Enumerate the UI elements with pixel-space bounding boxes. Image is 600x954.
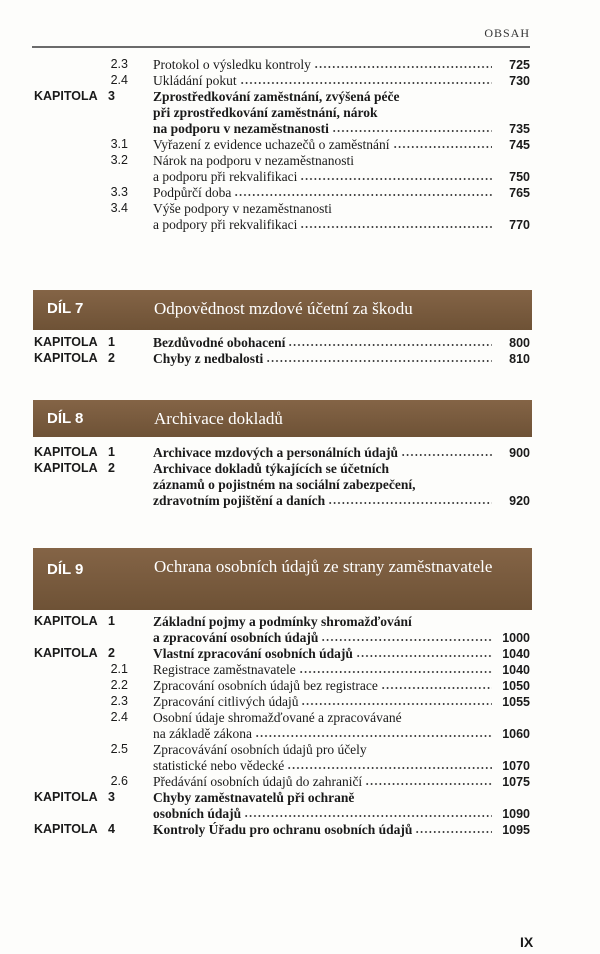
page-ref[interactable]: 800 bbox=[509, 336, 530, 350]
title-line bbox=[153, 662, 530, 678]
title-line bbox=[153, 201, 530, 217]
title-line bbox=[153, 477, 530, 493]
entry-number: 3 bbox=[108, 89, 115, 103]
title-text: Osobní údaje shromažďované a zpracovávané bbox=[153, 710, 402, 725]
title-text: Ukládání pokut bbox=[153, 73, 237, 88]
chapter-label: KAPITOLA bbox=[34, 790, 98, 804]
entry-number: 3.1 bbox=[110, 137, 128, 151]
chapter-label bbox=[34, 742, 108, 774]
title-line bbox=[153, 217, 530, 233]
entry-title bbox=[153, 461, 530, 509]
entry-title bbox=[153, 89, 530, 137]
title-text: Výše podpory v nezaměstnanosti bbox=[153, 201, 332, 216]
subchapter-entry[interactable] bbox=[34, 73, 530, 89]
dot-leader bbox=[234, 193, 492, 197]
entry-title bbox=[153, 790, 530, 822]
entry-number: 2.6 bbox=[110, 774, 128, 788]
subchapter-entry[interactable] bbox=[34, 694, 530, 710]
dot-leader bbox=[266, 359, 492, 363]
page-ref[interactable]: 1000 bbox=[502, 631, 530, 645]
entry-title bbox=[153, 822, 530, 838]
title-line bbox=[153, 89, 530, 105]
dot-leader bbox=[299, 670, 492, 674]
title-line bbox=[153, 57, 530, 73]
entry-number: 2 bbox=[108, 351, 115, 365]
title-line bbox=[153, 710, 530, 726]
chapter-label: KAPITOLA bbox=[34, 822, 98, 836]
dot-leader bbox=[381, 686, 492, 690]
chapter-label bbox=[34, 678, 108, 694]
entry-title bbox=[153, 335, 530, 351]
title-line bbox=[153, 351, 530, 367]
entry-title bbox=[153, 678, 530, 694]
chapter-entry[interactable] bbox=[34, 822, 530, 838]
page-ref[interactable]: 920 bbox=[509, 494, 530, 508]
dot-leader bbox=[244, 814, 492, 818]
chapter-entry[interactable] bbox=[34, 461, 530, 509]
title-line bbox=[153, 742, 530, 758]
title-line bbox=[153, 335, 530, 351]
chapter-entry[interactable] bbox=[34, 335, 530, 351]
dot-leader bbox=[300, 177, 492, 181]
entry-title bbox=[153, 153, 530, 185]
header-rule bbox=[32, 46, 530, 48]
part-title: Odpovědnost mzdové účetní za škodu bbox=[154, 299, 413, 318]
entry-number: 2.1 bbox=[110, 662, 128, 676]
page-ref[interactable]: 1040 bbox=[502, 647, 530, 661]
page-ref[interactable]: 1075 bbox=[502, 775, 530, 789]
running-header: OBSAH bbox=[484, 26, 530, 40]
dot-leader bbox=[332, 129, 492, 133]
chapter-label bbox=[34, 710, 108, 742]
entry-number: 1 bbox=[108, 614, 115, 628]
entry-number: 2 bbox=[108, 646, 115, 660]
page-ref[interactable]: 1070 bbox=[502, 759, 530, 773]
title-line bbox=[153, 790, 530, 806]
subchapter-entry[interactable] bbox=[34, 137, 530, 153]
entry-title bbox=[153, 137, 530, 153]
part-banner bbox=[33, 290, 532, 330]
title-text: Zprostředkování zaměstnání, zvýšená péče bbox=[153, 89, 400, 104]
title-text: Bezdůvodné obohacení bbox=[153, 335, 286, 350]
title-line bbox=[153, 614, 530, 630]
title-line bbox=[153, 493, 530, 509]
entry-title bbox=[153, 694, 530, 710]
entry-title bbox=[153, 742, 530, 774]
entry-title bbox=[153, 662, 530, 678]
dot-leader bbox=[287, 766, 492, 770]
entry-number: 3.4 bbox=[110, 201, 128, 215]
entry-title bbox=[153, 185, 530, 201]
page-ref[interactable]: 750 bbox=[509, 170, 530, 184]
page-ref[interactable]: 765 bbox=[509, 186, 530, 200]
page-ref[interactable]: 1090 bbox=[502, 807, 530, 821]
title-text: Zpracování osobních údajů bez registrace bbox=[153, 678, 378, 693]
dot-leader bbox=[365, 782, 492, 786]
subchapter-entry[interactable] bbox=[34, 774, 530, 790]
part-banner bbox=[33, 400, 532, 437]
dot-leader bbox=[288, 343, 492, 347]
part-label: DÍL 9 bbox=[47, 561, 84, 578]
dot-leader bbox=[356, 654, 492, 658]
entry-title bbox=[153, 201, 530, 233]
part-title: Archivace dokladů bbox=[154, 409, 283, 428]
page-number: IX bbox=[520, 934, 534, 950]
chapter-label bbox=[34, 774, 108, 790]
subchapter-entry[interactable] bbox=[34, 678, 530, 694]
entry-number: 2.5 bbox=[110, 742, 128, 756]
title-line bbox=[153, 806, 530, 822]
title-line bbox=[153, 726, 530, 742]
entry-number: 1 bbox=[108, 445, 115, 459]
title-line bbox=[153, 678, 530, 694]
dot-leader bbox=[321, 638, 492, 642]
title-text: Archivace mzdových a personálních údajů bbox=[153, 445, 399, 460]
entry-number: 2.4 bbox=[110, 710, 128, 724]
toc-section bbox=[34, 57, 530, 233]
title-text: Kontroly Úřadu pro ochranu osobních údajů bbox=[153, 822, 413, 837]
entry-number: 2.3 bbox=[110, 57, 128, 71]
part-label: DÍL 7 bbox=[47, 300, 84, 317]
entry-number: 3 bbox=[108, 790, 115, 804]
subchapter-entry[interactable] bbox=[34, 662, 530, 678]
page-ref[interactable]: 745 bbox=[509, 138, 530, 152]
entry-number: 2.2 bbox=[110, 678, 128, 692]
title-line bbox=[153, 646, 530, 662]
chapter-label bbox=[34, 57, 108, 73]
entry-title bbox=[153, 614, 530, 646]
chapter-label: KAPITOLA bbox=[34, 646, 98, 660]
title-text: Zpracování citlivých údajů bbox=[153, 694, 299, 709]
entry-number: 4 bbox=[108, 822, 115, 836]
title-text: Registrace zaměstnavatele bbox=[153, 662, 296, 677]
title-line bbox=[153, 822, 530, 838]
entry-title bbox=[153, 351, 530, 367]
chapter-label: KAPITOLA bbox=[34, 351, 98, 365]
title-text: na podporu v nezaměstnanosti bbox=[153, 121, 329, 136]
page-ref[interactable]: 1095 bbox=[502, 823, 530, 837]
subchapter-entry[interactable] bbox=[34, 185, 530, 201]
title-line bbox=[153, 121, 530, 137]
page-ref[interactable]: 1050 bbox=[502, 679, 530, 693]
chapter-label bbox=[34, 185, 108, 201]
entry-number: 3.3 bbox=[110, 185, 128, 199]
chapter-label bbox=[34, 201, 108, 233]
chapter-label bbox=[34, 662, 108, 678]
page-ref[interactable]: 1040 bbox=[502, 663, 530, 677]
title-text: Vyřazení z evidence uchazečů o zaměstnání bbox=[153, 137, 390, 152]
title-line bbox=[153, 137, 530, 153]
page-ref[interactable]: 1060 bbox=[502, 727, 530, 741]
entry-number: 1 bbox=[108, 335, 115, 349]
title-text: Chyby z nedbalosti bbox=[153, 351, 264, 366]
chapter-label bbox=[34, 694, 108, 710]
entry-title bbox=[153, 445, 530, 461]
chapter-label bbox=[34, 73, 108, 89]
title-line bbox=[153, 758, 530, 774]
title-line bbox=[153, 461, 530, 477]
page-ref[interactable]: 730 bbox=[509, 74, 530, 88]
dot-leader bbox=[393, 145, 493, 149]
toc-section bbox=[34, 614, 530, 838]
title-text: a podpory při rekvalifikaci bbox=[153, 217, 298, 232]
title-line bbox=[153, 169, 530, 185]
subchapter-entry[interactable] bbox=[34, 57, 530, 73]
dot-leader bbox=[301, 702, 492, 706]
title-text: a podporu při rekvalifikaci bbox=[153, 169, 298, 184]
title-text: zdravotním pojištění a daních bbox=[153, 493, 326, 508]
toc-section bbox=[34, 445, 530, 509]
title-text: Základní pojmy a podmínky shromažďování bbox=[153, 614, 412, 629]
subchapter-entry[interactable] bbox=[34, 153, 530, 185]
chapter-entry[interactable] bbox=[34, 790, 530, 822]
entry-title bbox=[153, 646, 530, 662]
title-text: Nárok na podporu v nezaměstnanosti bbox=[153, 153, 354, 168]
chapter-entry[interactable] bbox=[34, 445, 530, 461]
entry-title bbox=[153, 774, 530, 790]
title-text: statistické nebo vědecké bbox=[153, 758, 285, 773]
dot-leader bbox=[240, 81, 492, 85]
chapter-entry[interactable] bbox=[34, 89, 530, 137]
title-text: Podpůrčí doba bbox=[153, 185, 232, 200]
entry-title bbox=[153, 710, 530, 742]
entry-title bbox=[153, 57, 530, 73]
title-line bbox=[153, 73, 530, 89]
part-banner bbox=[33, 548, 532, 610]
dot-leader bbox=[314, 65, 492, 69]
entry-title bbox=[153, 73, 530, 89]
chapter-label: KAPITOLA bbox=[34, 335, 98, 349]
subchapter-entry[interactable] bbox=[34, 742, 530, 774]
page-ref[interactable]: 810 bbox=[509, 352, 530, 366]
dot-leader bbox=[255, 734, 492, 738]
dot-leader bbox=[401, 453, 492, 457]
entry-number: 2.4 bbox=[110, 73, 128, 87]
subchapter-entry[interactable] bbox=[34, 710, 530, 742]
title-line bbox=[153, 630, 530, 646]
page-ref[interactable]: 770 bbox=[509, 218, 530, 232]
title-text: při zprostředkování zaměstnání, nárok bbox=[153, 105, 378, 120]
dot-leader bbox=[328, 501, 492, 505]
title-text: na základě zákona bbox=[153, 726, 252, 741]
page-ref[interactable]: 735 bbox=[509, 122, 530, 136]
page-ref[interactable]: 1055 bbox=[502, 695, 530, 709]
title-text: Archivace dokladů týkajících se účetních bbox=[153, 461, 389, 476]
chapter-entry[interactable] bbox=[34, 351, 530, 367]
toc-section bbox=[34, 335, 530, 367]
title-text: Protokol o výsledku kontroly bbox=[153, 57, 311, 72]
chapter-label bbox=[34, 137, 108, 153]
part-title: Ochrana osobních údajů ze strany zaměstnavatele bbox=[154, 557, 493, 576]
dot-leader bbox=[300, 225, 492, 229]
page-ref[interactable]: 900 bbox=[509, 446, 530, 460]
dot-leader bbox=[415, 830, 492, 834]
chapter-label: KAPITOLA bbox=[34, 614, 98, 628]
title-text: Vlastní zpracování osobních údajů bbox=[153, 646, 353, 661]
part-label: DÍL 8 bbox=[47, 410, 84, 427]
chapter-label bbox=[34, 153, 108, 185]
chapter-label: KAPITOLA bbox=[34, 89, 98, 103]
title-text: Chyby zaměstnavatelů při ochraně bbox=[153, 790, 355, 805]
page-ref[interactable]: 725 bbox=[509, 58, 530, 72]
entry-number: 2.3 bbox=[110, 694, 128, 708]
title-line bbox=[153, 153, 530, 169]
title-line bbox=[153, 445, 530, 461]
title-text: Zpracovávání osobních údajů pro účely bbox=[153, 742, 367, 757]
title-line bbox=[153, 694, 530, 710]
title-text: Předávání osobních údajů do zahraničí bbox=[153, 774, 363, 789]
chapter-entry[interactable] bbox=[34, 646, 530, 662]
chapter-entry[interactable] bbox=[34, 614, 530, 646]
entry-number: 2 bbox=[108, 461, 115, 475]
title-text: a zpracování osobních údajů bbox=[153, 630, 319, 645]
title-line bbox=[153, 185, 530, 201]
chapter-label: KAPITOLA bbox=[34, 445, 98, 459]
chapter-label: KAPITOLA bbox=[34, 461, 98, 475]
entry-number: 3.2 bbox=[110, 153, 128, 167]
title-line bbox=[153, 105, 530, 121]
title-line bbox=[153, 774, 530, 790]
title-text: osobních údajů bbox=[153, 806, 242, 821]
subchapter-entry[interactable] bbox=[34, 201, 530, 233]
title-text: záznamů o pojistném na sociální zabezpečení, bbox=[153, 477, 416, 492]
